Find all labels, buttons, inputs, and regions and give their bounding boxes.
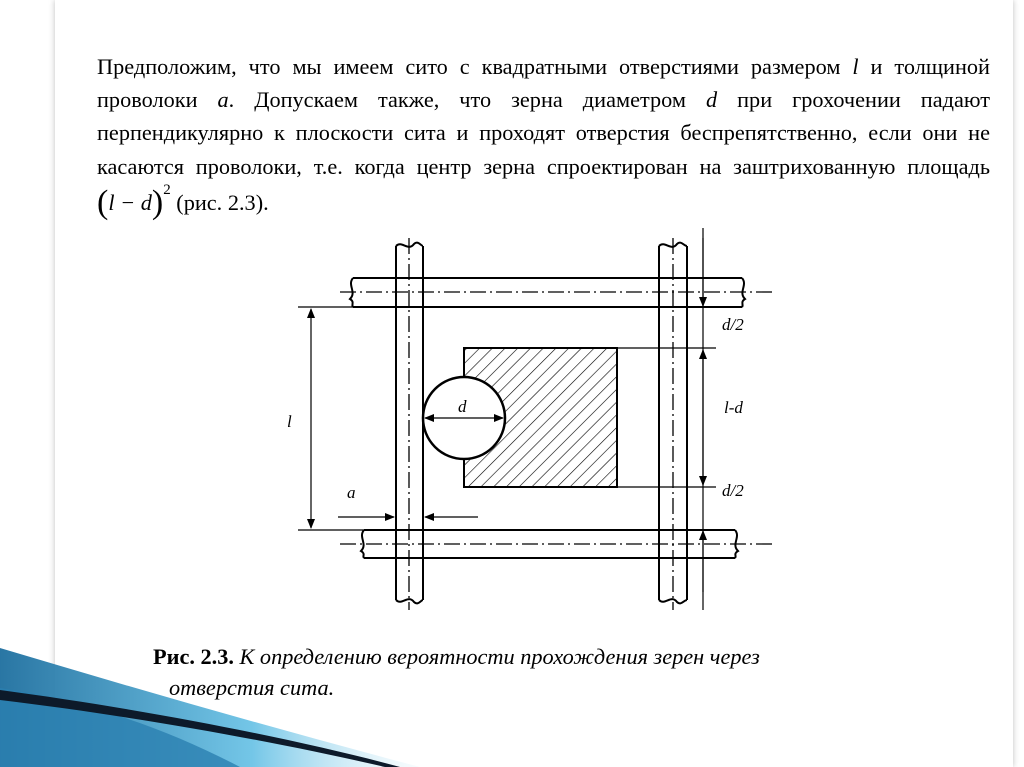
paragraph-text-4: при грохочении падают перпендикулярно к плоскости сита и проходят отверстия беспрепятственно, если они не касаются проволоки, т.е. когда центр зерна спроектирован на заштрихованную площадь [97, 87, 990, 179]
figure-caption [153, 641, 913, 703]
label-d-half-bottom: d/2 [722, 481, 744, 500]
paragraph-text-3: . Допускаем также, что зерна диаметром [228, 87, 706, 113]
caption-number: Рис. 2.3. [153, 644, 234, 669]
var-a: a [217, 87, 229, 113]
var-l: l [852, 54, 859, 79]
paragraph-text-5: (рис. 2.3). [170, 189, 269, 215]
label-a: a [347, 483, 356, 502]
label-d: d [458, 397, 467, 416]
formula-close-paren: ) [151, 183, 164, 221]
formula-exponent: 2 [163, 181, 171, 198]
label-l-minus-d: l-d [724, 398, 743, 417]
caption-text-line2: отверстия сита. [169, 675, 335, 700]
label-l: l [287, 412, 292, 431]
formula-body: l − d [108, 189, 152, 215]
var-d: d [705, 87, 718, 113]
paragraph-text-2: и толщиной проволоки [97, 54, 990, 113]
paragraph-text-1: Предположим, что мы имеем сито с квадратными отверстиями размером [97, 54, 853, 79]
label-d-half-top: d/2 [722, 315, 744, 334]
right-extension-lines [617, 228, 716, 610]
formula-open-paren: ( [97, 183, 109, 221]
grain-circle [423, 377, 505, 459]
caption-text-line1: К определению вероятности прохождения зерен через [233, 644, 760, 669]
